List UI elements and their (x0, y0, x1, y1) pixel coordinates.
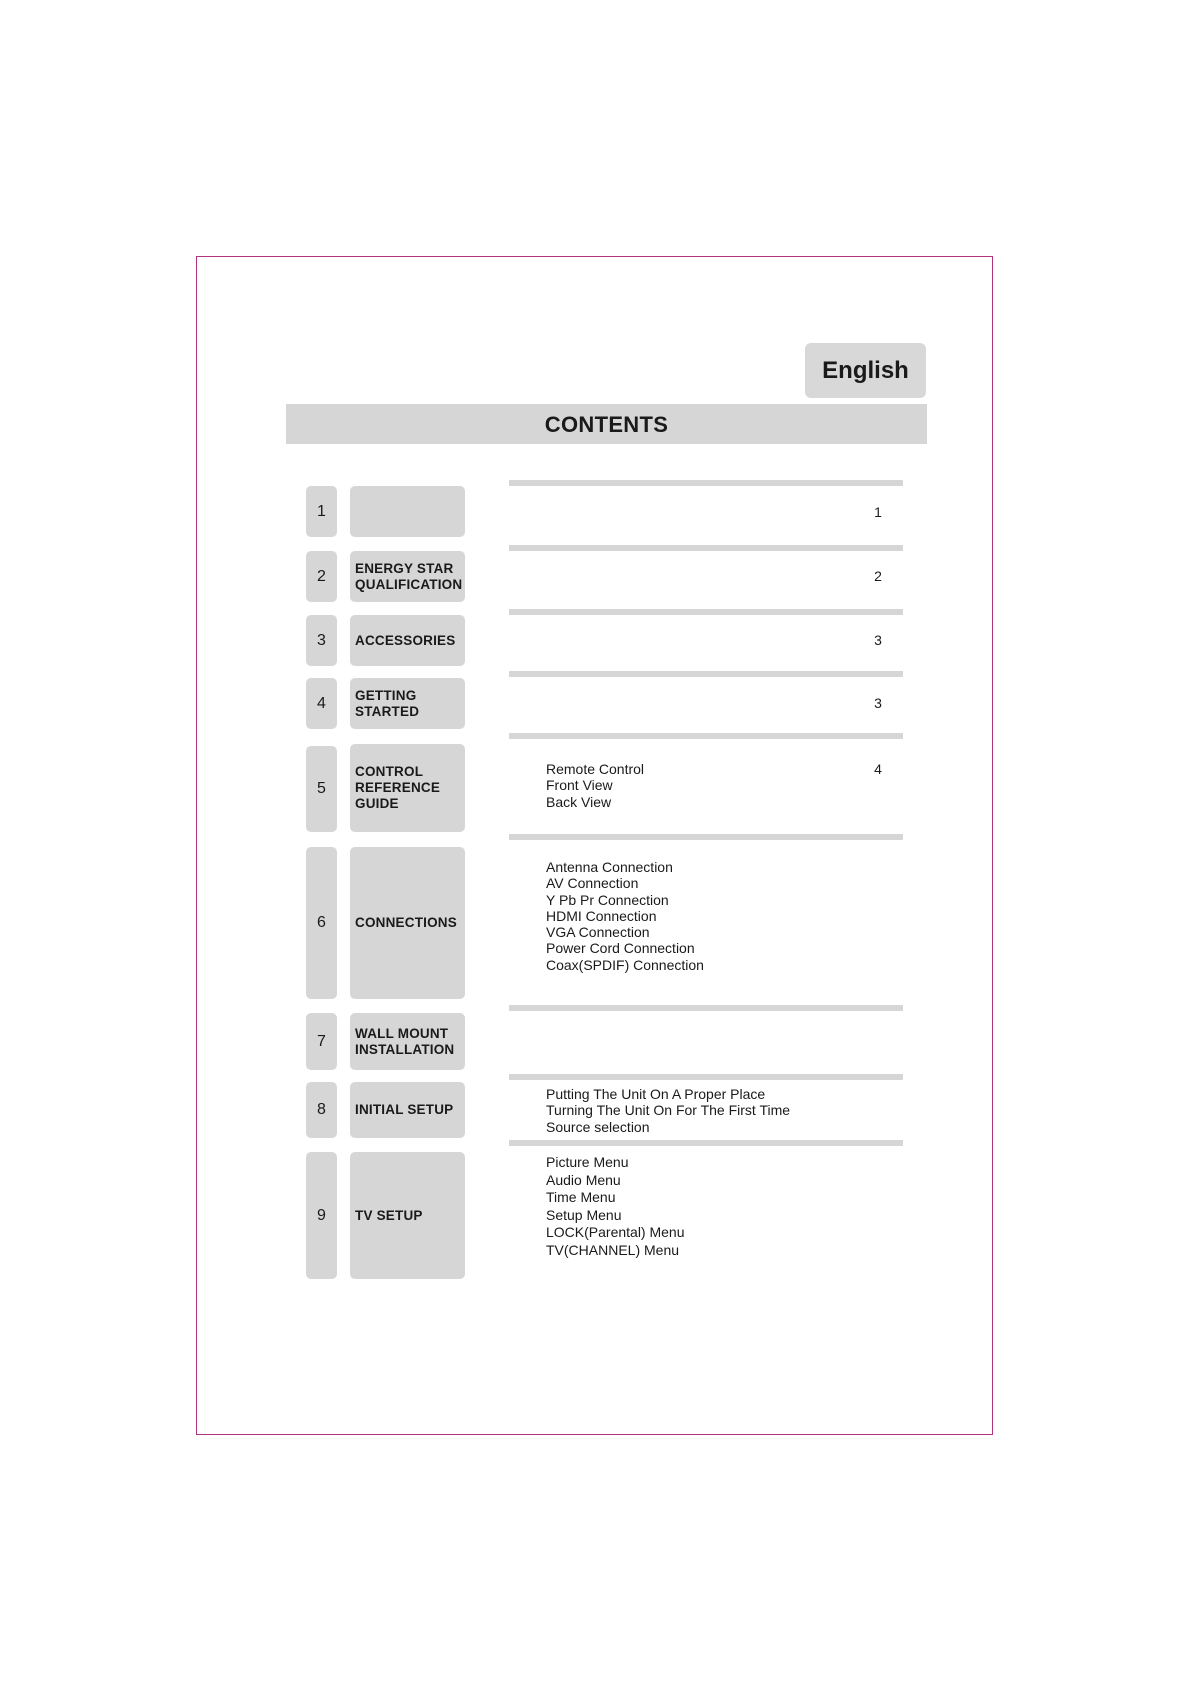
subsection-item: Remote Control (546, 761, 645, 777)
subsection-list (546, 1154, 685, 1259)
page-number: 2 (874, 568, 882, 584)
section-divider (509, 1074, 903, 1080)
section-title-box: ENERGY STAR QUALIFICATION (350, 551, 465, 602)
section-number: 6 (306, 847, 337, 999)
section-number: 1 (306, 486, 337, 537)
subsection-item: Back View (546, 793, 612, 810)
subsection-item: Turning The Unit On For The First Time (546, 1102, 791, 1119)
subsection-list (546, 761, 644, 810)
subsection-item: Source selection (546, 1118, 650, 1135)
subsection-item: Y Pb Pr Connection (546, 891, 669, 908)
subsection-item: Coax(SPDIF) Connection (546, 956, 704, 973)
section-divider (509, 480, 903, 486)
section-number: 8 (306, 1082, 337, 1138)
subsection-item: Antenna Connection (546, 859, 673, 875)
contents-title: CONTENTS (286, 404, 927, 444)
subsection-item: AV Connection (546, 875, 639, 892)
section-number: 7 (306, 1013, 337, 1070)
section-title-box: CONNECTIONS (350, 847, 465, 999)
page-number: 1 (874, 504, 882, 520)
subsection-item: Time Menu (546, 1189, 616, 1205)
section-divider (509, 545, 903, 551)
subsection-item: Setup Menu (546, 1206, 622, 1223)
section-title-box (350, 486, 465, 537)
section-number: 2 (306, 551, 337, 602)
section-number: 4 (306, 678, 337, 729)
subsection-list (546, 1086, 790, 1135)
subsection-item: LOCK(Parental) Menu (546, 1224, 685, 1240)
section-divider (509, 733, 903, 739)
section-number: 3 (306, 615, 337, 666)
subsection-item: Putting The Unit On A Proper Place (546, 1086, 766, 1102)
page-number: 3 (874, 695, 882, 711)
subsection-item: VGA Connection (546, 924, 650, 941)
subsection-item: Front View (546, 777, 613, 794)
subsection-list (546, 859, 704, 973)
section-divider (509, 834, 903, 840)
subsection-item: HDMI Connection (546, 907, 657, 924)
subsection-item: Picture Menu (546, 1154, 629, 1170)
section-title-box: GETTING STARTED (350, 678, 465, 729)
subsection-item: TV(CHANNEL) Menu (546, 1241, 680, 1258)
section-title-box: ACCESSORIES (350, 615, 465, 666)
section-divider (509, 1140, 903, 1146)
section-title-box: WALL MOUNT INSTALLATION (350, 1013, 465, 1070)
section-number: 9 (306, 1152, 337, 1279)
section-title-box: CONTROL REFERENCE GUIDE (350, 744, 465, 832)
subsection-item: Power Cord Connection (546, 940, 695, 957)
page-number: 4 (874, 761, 882, 777)
page-number: 3 (874, 632, 882, 648)
section-title-box: TV SETUP (350, 1152, 465, 1279)
section-divider (509, 609, 903, 615)
section-number: 5 (306, 746, 337, 832)
section-divider (509, 1005, 903, 1011)
section-divider (509, 671, 903, 677)
subsection-item: Audio Menu (546, 1171, 621, 1188)
section-title-box: INITIAL SETUP (350, 1082, 465, 1138)
language-tab: English (805, 343, 926, 398)
